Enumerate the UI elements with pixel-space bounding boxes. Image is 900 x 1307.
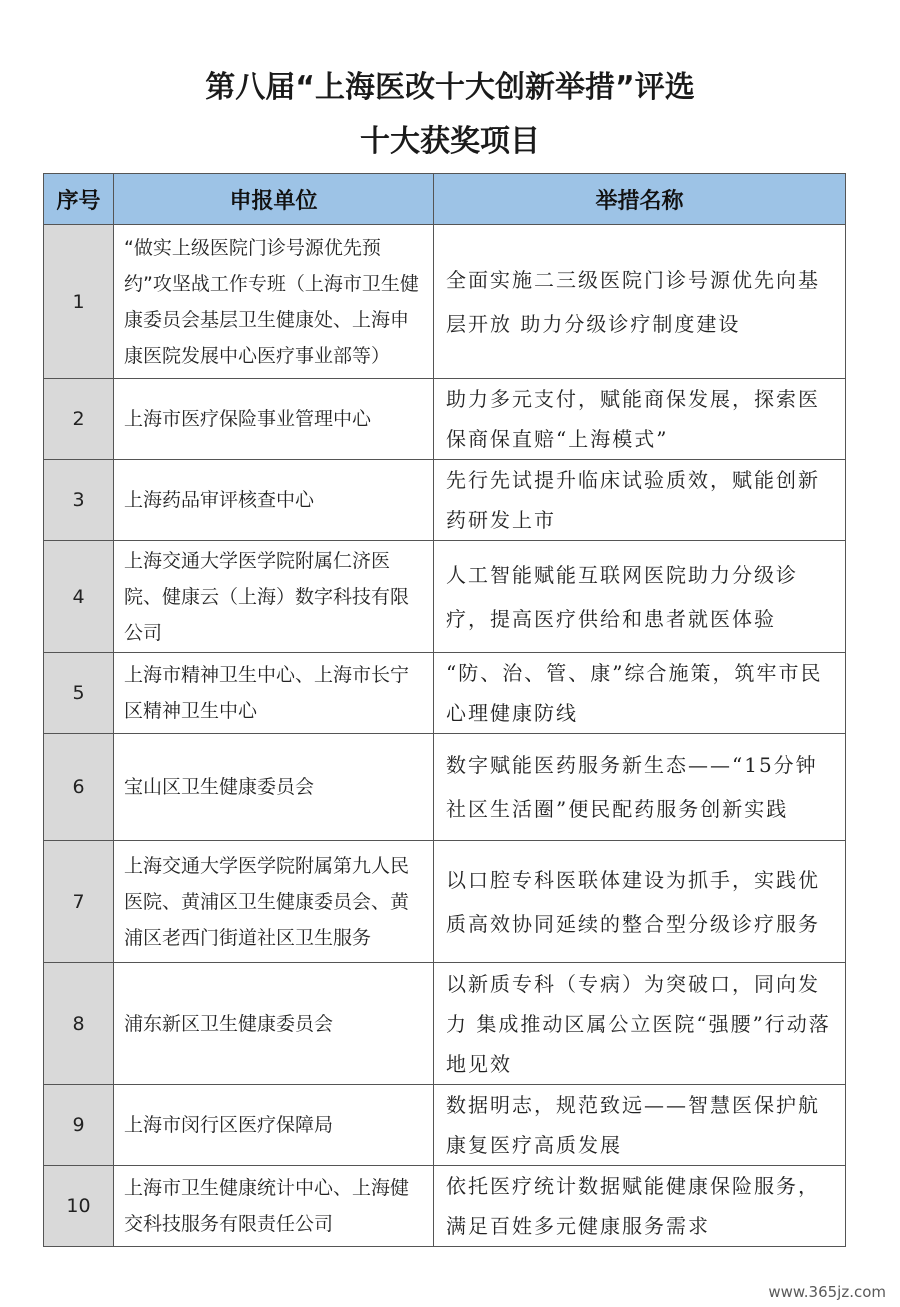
row-measure: 数字赋能医药服务新生态——“15分钟社区生活圈”便民配药服务创新实践: [434, 734, 846, 841]
table-row: [44, 734, 846, 841]
page-subtitle: 十大获奖项目: [360, 124, 540, 159]
row-measure: 助力多元支付，赋能商保发展，探索医保商保直赔“上海模式”: [434, 379, 846, 460]
table-row: [44, 225, 846, 379]
header-num: 序号: [44, 174, 114, 225]
row-unit: 浦东新区卫生健康委员会: [114, 963, 434, 1085]
header-unit: 申报单位: [114, 174, 434, 225]
table-row: [44, 379, 846, 460]
table-row: [44, 1166, 846, 1247]
row-number: 3: [44, 460, 114, 541]
row-number: 2: [44, 379, 114, 460]
row-number: 8: [44, 963, 114, 1085]
row-unit: 上海市闵行区医疗保障局: [114, 1085, 434, 1166]
row-number: 9: [44, 1085, 114, 1166]
row-unit: 上海交通大学医学院附属仁济医院、健康云（上海）数字科技有限公司: [114, 541, 434, 653]
row-measure: 先行先试提升临床试验质效，赋能创新药研发上市: [434, 460, 846, 541]
row-number: 1: [44, 225, 114, 379]
table-row: [44, 963, 846, 1085]
row-measure: 数据明志，规范致远——智慧医保护航康复医疗高质发展: [434, 1085, 846, 1166]
watermark-text: www.365jz.com: [768, 1283, 886, 1301]
row-measure: “防、治、管、康”综合施策，筑牢市民心理健康防线: [434, 653, 846, 734]
row-number: 10: [44, 1166, 114, 1247]
row-unit: 上海市卫生健康统计中心、上海健交科技服务有限责任公司: [114, 1166, 434, 1247]
row-unit: 上海市精神卫生中心、上海市长宁区精神卫生中心: [114, 653, 434, 734]
header-measure: 举措名称: [434, 174, 846, 225]
table-row: [44, 1085, 846, 1166]
table-row: [44, 541, 846, 653]
table-header-row: [44, 174, 846, 225]
row-unit: “做实上级医院门诊号源优先预约”攻坚战工作专班（上海市卫生健康委员会基层卫生健康处、上海申康医院发展中心医疗事业部等）: [114, 225, 434, 379]
awards-table: [43, 173, 846, 1247]
row-measure: 以新质专科（专病）为突破口，同向发力 集成推动区属公立医院“强腰”行动落地见效: [434, 963, 846, 1085]
row-unit: 宝山区卫生健康委员会: [114, 734, 434, 841]
row-measure: 人工智能赋能互联网医院助力分级诊疗，提高医疗供给和患者就医体验: [434, 541, 846, 653]
row-measure: 全面实施二三级医院门诊号源优先向基层开放 助力分级诊疗制度建设: [434, 225, 846, 379]
row-measure: 以口腔专科医联体建设为抓手，实践优质高效协同延续的整合型分级诊疗服务: [434, 841, 846, 963]
page-title: 第八届“上海医改十大创新举措”评选: [205, 70, 695, 105]
row-number: 5: [44, 653, 114, 734]
table-row: [44, 460, 846, 541]
table-row: [44, 841, 846, 963]
row-number: 4: [44, 541, 114, 653]
row-measure: 依托医疗统计数据赋能健康保险服务，满足百姓多元健康服务需求: [434, 1166, 846, 1247]
row-number: 7: [44, 841, 114, 963]
row-unit: 上海市医疗保险事业管理中心: [114, 379, 434, 460]
row-unit: 上海药品审评核查中心: [114, 460, 434, 541]
row-unit: 上海交通大学医学院附属第九人民医院、黄浦区卫生健康委员会、黄浦区老西门街道社区卫生服务: [114, 841, 434, 963]
row-number: 6: [44, 734, 114, 841]
table-row: [44, 653, 846, 734]
